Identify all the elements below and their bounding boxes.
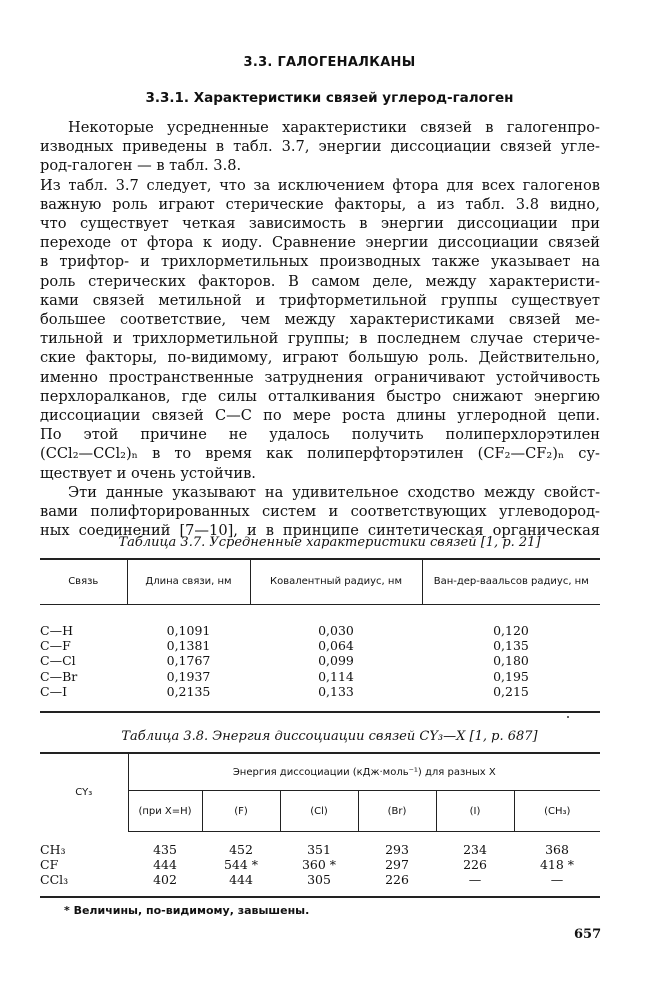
cell: 0,2135 [166,683,211,699]
text-line: род-галоген — в табл. 3.8. [40,157,242,175]
cell: CCl₃ [40,872,69,888]
text-line: тильной и трихлорметильной группы; в последнем случае стериче- [40,330,600,348]
col-header: (Cl) [280,791,358,832]
cell: 0,180 [493,653,529,669]
cell: CF [40,857,59,873]
table-row [40,872,600,896]
speck [567,716,569,718]
cell: C—F [40,638,71,654]
cell: 0,120 [493,623,529,638]
cell: 226 [385,872,409,888]
col-header: (при X=H) [128,791,202,832]
row-header: CY₃ [40,753,128,832]
text-line: Из табл. 3.7 следует, что за исключением фтора для всех галогенов [40,176,600,194]
text-line: что существует четкая зависимость в энергии диссоциации при [40,215,600,233]
text-line: ские факторы, по-видимому, играют большую роль. Действительно, [40,349,600,367]
col-header: Ван-дер-ваальсов радиус, нм [422,559,600,605]
col-header: Связь [40,559,127,605]
col-header: (F) [202,791,280,832]
table-row [40,653,600,668]
cell: 402 [153,872,177,888]
col-header: (CH₃) [514,791,600,832]
page-number: 657 [574,927,602,942]
cell: 444 [153,857,177,873]
cell: C—Cl [40,653,76,669]
text-line: (CCl₂—CCl₂)ₙ в то время как полиперфторэтилен (CF₂—CF₂)ₙ су- [40,445,600,463]
cell: 368 [545,842,569,857]
text-line: Эти данные указывают на удивительное сходство между свойст- [68,483,600,501]
text-line: ками связей метильной и трифторметильной группы существует [40,291,600,309]
cell: 0,114 [318,668,354,684]
cell: 418 * [539,857,575,873]
table-3-8-caption: Таблица 3.8. Энергия диссоциации связей CY₃—X [1, р. 687] [121,729,538,744]
text-line: По этой причине не удалось получить полиперхлорэтилен [40,426,600,444]
text-line: в трифтор- и трихлорметильных производных также указывает на [40,253,600,271]
text-line: Некоторые усредненные характеристики связей в галогенпро- [68,119,600,136]
table-row [40,669,600,684]
table-row [40,857,600,872]
cell: CH₃ [40,841,66,857]
text-line: диссоциации связей С—С по мере роста длины углеродной цепи. [40,407,600,425]
text-line: изводных приведены в табл. 3.7, энергии диссоциации связей угле- [40,138,600,156]
table-3-7 [40,558,600,713]
cell: 0,135 [493,638,529,654]
text-line: вами полифторированных систем и соответствующих углеводород- [40,503,600,521]
cell: 293 [385,842,409,857]
subsection-title: 3.3.1. Характеристики связей углерод-галоген [145,90,514,106]
cell: 0,1767 [166,653,211,669]
cell: 0,215 [493,683,529,699]
cell: 0,1937 [166,668,211,684]
cell: — [468,872,482,888]
text-line: перхлоралканов, где силы отталкивания быстро снижают энергию [40,387,600,405]
cell: 234 [463,842,487,857]
table-row [40,684,600,712]
cell: 351 [307,842,331,857]
col-header: (I) [436,791,514,832]
cell: 452 [229,842,253,857]
footnote: * Величины, по-видимому, завышены. [64,904,310,917]
cell: 0,1091 [166,623,211,638]
text-line: ществует и очень устойчив. [40,464,256,482]
text-line: большее соответствие, чем между характеристиками связей ме- [40,311,600,329]
cell: 360 * [301,857,337,873]
col-header: (Br) [358,791,436,832]
cell: 226 [463,857,487,873]
cell: 0,1381 [166,638,211,654]
col-header: Ковалентный радиус, нм [250,559,422,605]
cell: 444 [229,872,253,888]
cell: 305 [307,872,331,888]
cell: 544 * [223,857,259,873]
cell: C—Br [40,668,78,684]
cell: 0,133 [318,683,354,699]
cell: C—H [40,623,73,638]
table-row [40,832,600,858]
cell: 0,030 [318,623,354,638]
text-line: именно пространственные затруднения ограничивают устойчивость [40,368,600,386]
body-text [40,118,600,540]
col-header: Длина связи, нм [127,559,250,605]
table-row [40,605,600,639]
cell: — [550,872,564,888]
table-row [40,638,600,653]
cell: 435 [153,842,177,857]
cell: 0,064 [318,638,354,654]
cell: 0,195 [493,668,529,684]
text-line: роль стерических факторов. В самом деле, между характеристи- [40,272,600,290]
cell: 297 [385,857,409,873]
table-3-7-caption: Таблица 3.7. Усредненные характеристики связей [1, р. 21] [118,535,541,550]
text-line: важную роль играют стерические факторы, а из табл. 3.8 видно, [40,195,600,213]
section-title: 3.3. ГАЛОГЕНАЛКАНЫ [243,55,416,70]
cell: 0,099 [318,653,354,669]
text-line: переходе от фтора к иоду. Сравнение энергии диссоциации связей [40,234,600,252]
text-line: ных соединений [7—10], и в принципе синтетическая органическая [40,522,600,540]
table-3-8 [40,752,600,898]
cell: C—I [40,683,68,699]
group-header: Энергия диссоциации (кДж·моль⁻¹) для разных X [128,753,600,791]
